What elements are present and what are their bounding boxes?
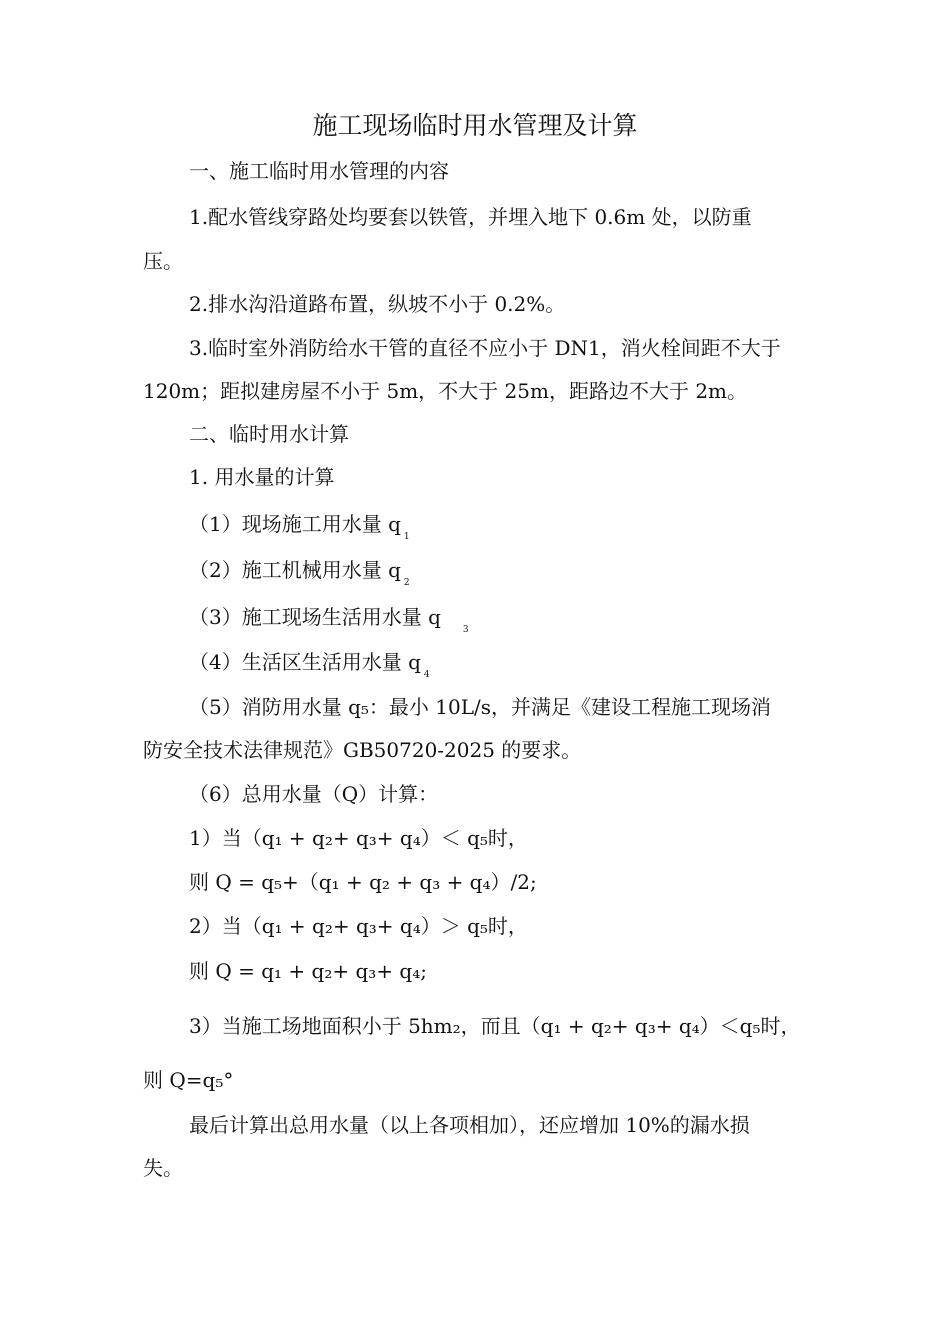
paragraph-1-line-1: 1.配水管线穿路处均要套以铁管，并埋入地下 0.6m 处，以防重 bbox=[189, 205, 752, 229]
list-item-2-subscript: 2 bbox=[403, 578, 410, 588]
paragraph-3-line-1: 3.临时室外消防给水干管的直径不应小于 DN1，消火栓间距不大于 bbox=[189, 336, 781, 360]
list-item-1-subscript: 1 bbox=[403, 532, 410, 542]
formula-1-condition: 1）当（q₁ + q₂+ q₃+ q₄）＜ q₅时， bbox=[189, 826, 528, 850]
list-item-5-line-1: （5）消防用水量 q₅：最小 10L/s，并满足《建设工程施工现场消 bbox=[189, 695, 771, 719]
section-heading-2: 二、临时用水计算 bbox=[189, 422, 349, 446]
final-paragraph-line-1: 最后计算出总用水量（以上各项相加），还应增加 10%的漏水损 bbox=[189, 1113, 750, 1137]
formula-3-condition: 3）当施工场地面积小于 5hm₂，而且（q₁ + q₂+ q₃+ q₄）＜q₅时， bbox=[189, 1014, 801, 1038]
subsection-heading: 1. 用水量的计算 bbox=[189, 465, 335, 489]
list-item-3 bbox=[189, 602, 469, 645]
page-title: 施工现场临时用水管理及计算 bbox=[312, 111, 638, 140]
paragraph-3-line-2: 120m；距拟建房屋不小于 5m，不大于 25m，距路边不大于 2m。 bbox=[143, 379, 748, 403]
list-item-2 bbox=[189, 555, 410, 598]
list-item-4 bbox=[189, 647, 430, 690]
formula-2-condition: 2）当（q₁ + q₂+ q₃+ q₄）＞ q₅时， bbox=[189, 914, 528, 938]
list-item-4-subscript: 4 bbox=[423, 670, 430, 680]
list-item-4-text: （4）生活区生活用水量 q bbox=[189, 650, 421, 674]
final-paragraph-line-2: 失。 bbox=[143, 1156, 183, 1180]
list-item-3-subscript: 3 bbox=[462, 625, 469, 635]
paragraph-2: 2.排水沟沿道路布置，纵坡不小于 0.2%。 bbox=[189, 292, 566, 316]
paragraph-1-line-2: 压。 bbox=[143, 249, 183, 273]
formula-2-result: 则 Q = q₁ + q₂+ q₃+ q₄; bbox=[189, 959, 427, 983]
formula-3-result: 则 Q=q₅° bbox=[143, 1068, 234, 1092]
formula-1-result: 则 Q = q₅+（q₁ + q₂ + q₃ + q₄）/2; bbox=[189, 870, 537, 894]
list-item-2-text: （2）施工机械用水量 q bbox=[189, 558, 401, 582]
list-item-1 bbox=[189, 509, 410, 552]
list-item-3-text: （3）施工现场生活用水量 q bbox=[189, 605, 441, 629]
list-item-6: （6）总用水量（Q）计算： bbox=[189, 782, 439, 806]
list-item-1-text: （1）现场施工用水量 q bbox=[189, 512, 401, 536]
list-item-5-line-2: 防安全技术法律规范》GB50720-2025 的要求。 bbox=[143, 738, 582, 762]
section-heading-1: 一、施工临时用水管理的内容 bbox=[189, 159, 449, 183]
